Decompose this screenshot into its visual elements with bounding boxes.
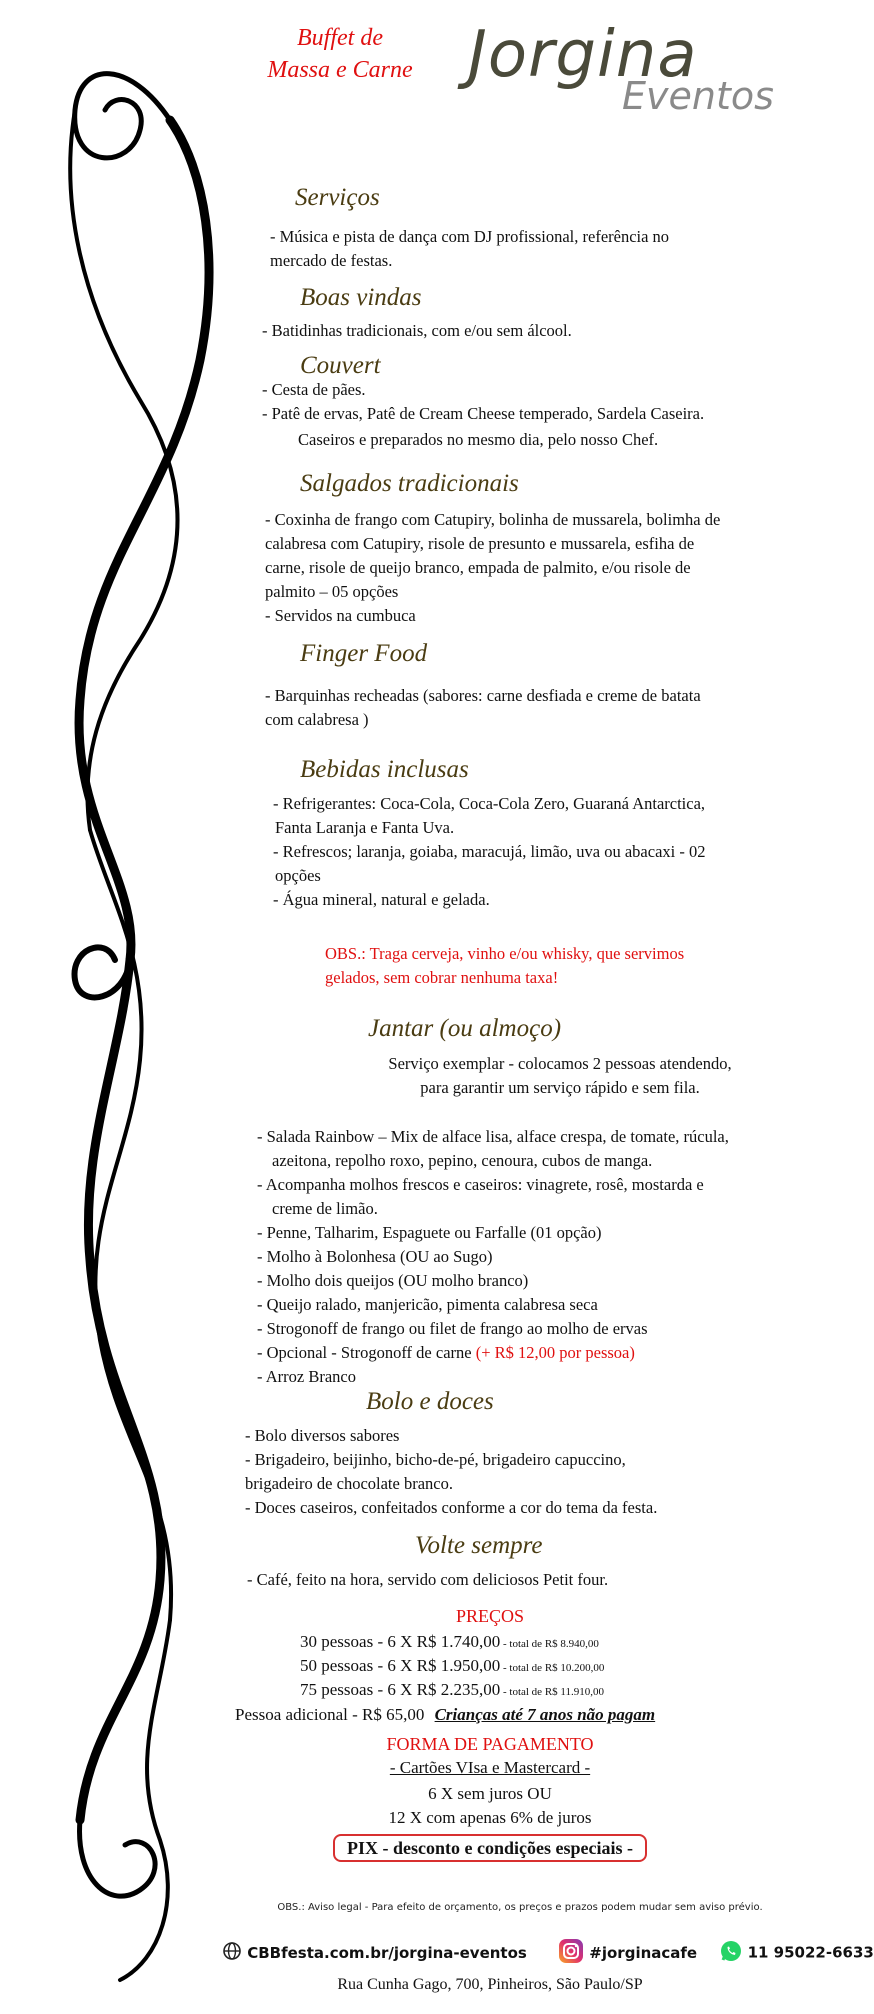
bebidas-line: Fanta Laranja e Fanta Uva.	[275, 818, 455, 837]
preco-total: - total de R$ 10.200,00	[500, 1662, 605, 1674]
opcional-price: (+ R$ 12,00 por pessoa)	[475, 1343, 635, 1362]
section-title-jantar: Jantar (ou almoço)	[368, 1015, 562, 1042]
pagamento-title: FORMA DE PAGAMENTO	[386, 1734, 594, 1754]
jantar-opcional	[257, 1341, 635, 1365]
section-title-couvert: Couvert	[300, 352, 381, 379]
legal-notice: OBS.: Aviso legal - Para efeito de orçamento, os preços e prazos podem mudar sem aviso prévio.	[277, 1902, 763, 1913]
globe-icon	[222, 1941, 242, 1965]
jantar-item: azeitona, repolho roxo, pepino, cenoura, cubos de manga.	[272, 1151, 653, 1170]
jantar-item: - Strogonoff de frango ou filet de frango ao molho de ervas	[257, 1319, 648, 1338]
preco-main: 30 pessoas - 6 X R$ 1.740,00	[300, 1632, 501, 1651]
pagamento-cartoes: - Cartões VIsa e Mastercard -	[389, 1758, 591, 1777]
preco-total: - total de R$ 11.910,00	[500, 1686, 604, 1698]
bolo-line: - Doces caseiros, confeitados conforme a cor do tema da festa.	[245, 1498, 658, 1517]
section-title-finger-food: Finger Food	[300, 640, 428, 667]
jantar-item: - Molho dois queijos (OU molho branco)	[257, 1271, 529, 1290]
contact-bar	[222, 1938, 874, 1968]
address: Rua Cunha Gago, 700, Pinheiros, São Paulo/SP	[337, 1976, 643, 1993]
salgados-line: palmito – 05 opções	[265, 582, 399, 601]
whatsapp-icon	[720, 1940, 742, 1966]
couvert-line1: - Cesta de pães.	[262, 380, 366, 399]
salgados-line: - Servidos na cumbuca	[265, 606, 416, 625]
criancas-note: Crianças até 7 anos não pagam	[434, 1705, 656, 1724]
tagline-line1: Buffet de	[297, 25, 383, 51]
obs-line2: gelados, sem cobrar nenhuma taxa!	[325, 968, 559, 987]
website-link[interactable]: CBBfesta.com.br/jorgina-eventos	[247, 1943, 527, 1962]
pix-wrap	[230, 1838, 750, 1859]
section-title-salgados: Salgados tradicionais	[300, 470, 519, 497]
jantar-intro2: para garantir um serviço rápido e sem fila.	[420, 1078, 700, 1097]
finger-line2: com calabresa )	[265, 710, 369, 729]
couvert-line3: Caseiros e preparados no mesmo dia, pelo nosso Chef.	[298, 430, 659, 449]
bebidas-line: - Refrigerantes: Coca-Cola, Coca-Cola Zero, Guaraná Antarctica,	[273, 794, 706, 813]
whatsapp-number[interactable]: 11 95022-6633	[747, 1943, 874, 1962]
pagamento-line2: 12 X com apenas 6% de juros	[388, 1808, 592, 1827]
section-title-bebidas: Bebidas inclusas	[300, 756, 469, 783]
salgados-line: calabresa com Catupiry, risole de presunto e mussarela, esfiha de	[265, 534, 695, 553]
jantar-item: - Acompanha molhos frescos e caseiros: vinagrete, rosê, mostarda e	[257, 1175, 704, 1194]
boas-vindas-line1: - Batidinhas tradicionais, com e/ou sem álcool.	[262, 321, 572, 340]
preco-total: - total de R$ 8.940,00	[500, 1638, 599, 1650]
section-title-volte: Volte sempre	[415, 1532, 543, 1559]
jantar-item: - Molho à Bolonhesa (OU ao Sugo)	[257, 1247, 493, 1266]
instagram-icon	[558, 1938, 584, 1968]
instagram-handle[interactable]: #jorginacafe	[589, 1943, 698, 1962]
servicos-line2: mercado de festas.	[270, 251, 393, 270]
jantar-item: creme de limão.	[272, 1199, 378, 1218]
swirl-ornament	[20, 0, 230, 2014]
bebidas-line: - Água mineral, natural e gelada.	[273, 890, 490, 909]
salgados-line: carne, risole de queijo branco, empada de palmito, e/ou risole de	[265, 558, 691, 577]
pagamento-cartoes-wrap	[230, 1758, 750, 1778]
precos-title: PREÇOS	[455, 1606, 525, 1626]
brand-subtitle: Eventos	[622, 74, 774, 118]
bolo-line: - Brigadeiro, beijinho, bicho-de-pé, brigadeiro capuccino,	[245, 1450, 626, 1469]
brand-logo: Jorgina	[468, 18, 698, 92]
header-tagline	[255, 22, 425, 86]
bolo-line: brigadeiro de chocolate branco.	[245, 1474, 453, 1493]
finger-line1: - Barquinhas recheadas (sabores: carne desfiada e creme de batata	[265, 686, 701, 705]
pessoa-adicional: Pessoa adicional - R$ 65,00	[235, 1705, 429, 1724]
preco-main: 75 pessoas - 6 X R$ 2.235,00	[300, 1680, 501, 1699]
preco-main: 50 pessoas - 6 X R$ 1.950,00	[300, 1656, 501, 1675]
volte-line1: - Café, feito na hora, servido com deliciosos Petit four.	[247, 1570, 609, 1589]
preco-adicional-row	[235, 1703, 655, 1727]
jantar-item: - Penne, Talharim, Espaguete ou Farfalle (01 opção)	[257, 1223, 602, 1242]
opcional-text: - Opcional - Strogonoff de carne	[257, 1343, 476, 1362]
pagamento-line1: 6 X sem juros OU	[428, 1784, 552, 1803]
jantar-arroz: - Arroz Branco	[257, 1367, 356, 1386]
section-title-servicos: Serviços	[295, 184, 380, 211]
preco-row	[300, 1678, 604, 1704]
preco-row	[300, 1630, 599, 1656]
bebidas-line: - Refrescos; laranja, goiaba, maracujá, limão, uva ou abacaxi - 02	[273, 842, 706, 861]
servicos-line1: - Música e pista de dança com DJ profissional, referência no	[270, 227, 670, 246]
couvert-line2: - Patê de ervas, Patê de Cream Cheese temperado, Sardela Caseira.	[262, 404, 705, 423]
jantar-item: - Queijo ralado, manjericão, pimenta calabresa seca	[257, 1295, 598, 1314]
bebidas-line: opções	[275, 866, 321, 885]
tagline-line2: Massa e Carne	[267, 57, 413, 83]
preco-row	[300, 1654, 604, 1680]
jantar-item: - Salada Rainbow – Mix de alface lisa, alface crespa, de tomate, rúcula,	[257, 1127, 729, 1146]
bolo-line: - Bolo diversos sabores	[245, 1426, 400, 1445]
jantar-intro1: Serviço exemplar - colocamos 2 pessoas atendendo,	[388, 1054, 732, 1073]
obs-line1: OBS.: Traga cerveja, vinho e/ou whisky, que servimos	[325, 944, 685, 963]
pix-badge: PIX - desconto e condições especiais -	[333, 1834, 647, 1862]
salgados-line: - Coxinha de frango com Catupiry, bolinha de mussarela, bolimha de	[265, 510, 721, 529]
section-title-boas-vindas: Boas vindas	[300, 284, 422, 311]
section-title-bolo: Bolo e doces	[366, 1388, 494, 1415]
